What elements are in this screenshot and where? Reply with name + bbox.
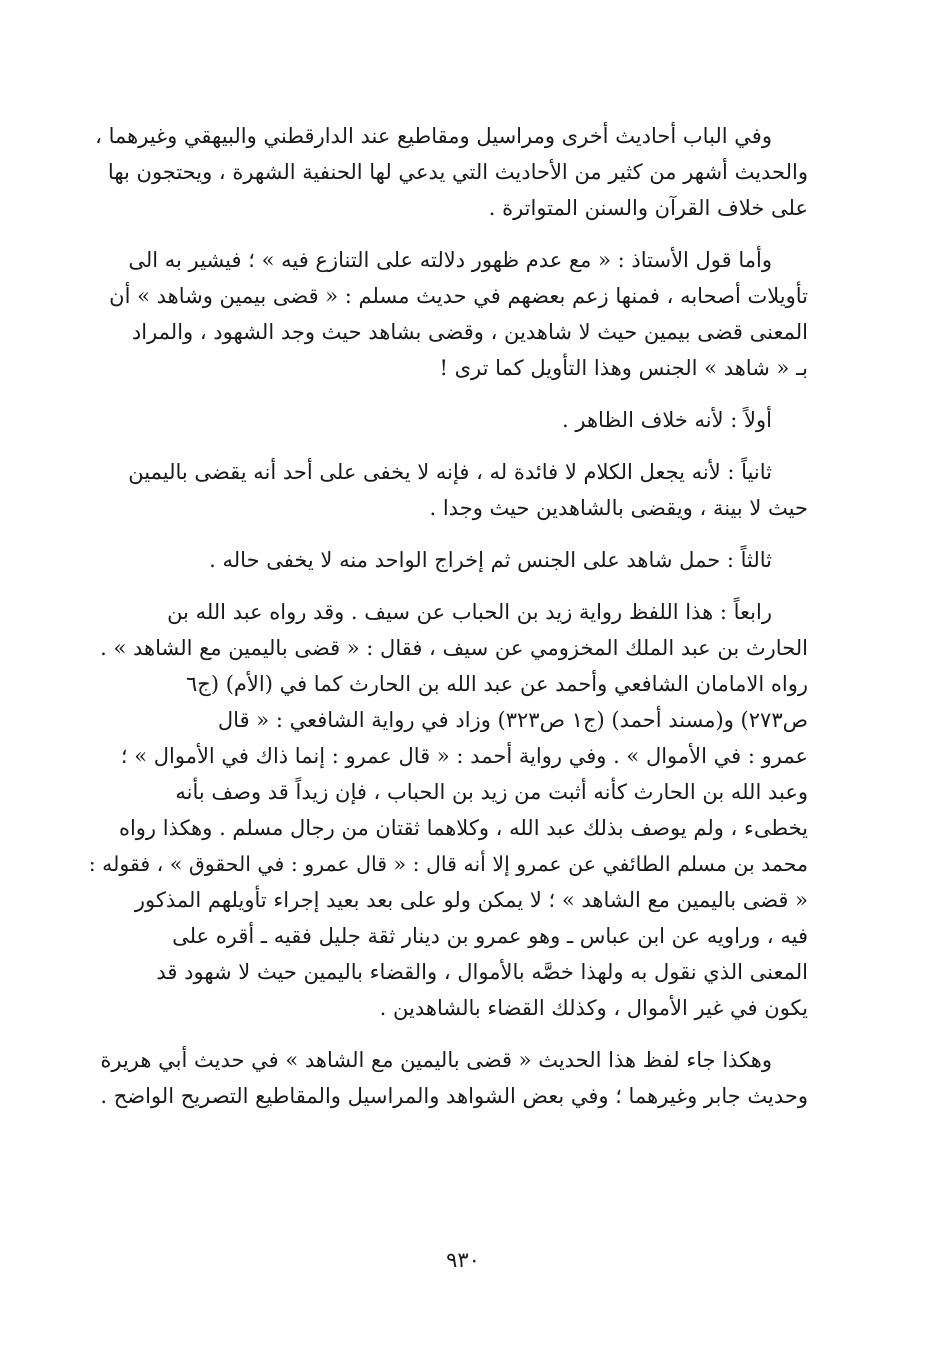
paragraph-5 — [84, 542, 808, 578]
text-line: ص٢٧٣) و(مسند أحمد) (ج١ ص٣٢٣) وزاد في رواية الشافعي : « قال — [217, 708, 808, 732]
text-line: بـ « شاهد » الجنس وهذا التأويل كما ترى ! — [439, 356, 808, 380]
paragraph-7 — [84, 1042, 808, 1114]
text-line: أولاً : لأنه خلاف الظاهر . — [562, 408, 772, 432]
text-line: يكون في غير الأموال ، وكذلك القضاء بالشاهدين . — [379, 996, 808, 1020]
paragraph-1 — [84, 118, 808, 226]
text-line: الحارث بن عبد الملك المخزومي عن سيف ، فقال : « قضى باليمين مع الشاهد » . — [100, 636, 808, 660]
paragraph-3 — [84, 402, 808, 438]
text-line: حيث لا بينة ، ويقضى بالشاهدين حيث وجدا . — [429, 496, 808, 520]
body-text — [84, 118, 808, 1114]
text-line: وحديث جابر وغيرهما ؛ وفي بعض الشواهد والمراسيل والمقاطيع التصريح الواضح . — [100, 1084, 808, 1108]
text-line: وهكذا جاء لفظ هذا الحديث « قضى باليمين مع الشاهد » في حديث أبي هريرة — [100, 1048, 772, 1072]
text-line: ثانياً : لأنه يجعل الكلام لا فائدة له ، فإنه لا يخفى على أحد أنه يقضى باليمين — [128, 460, 772, 484]
text-line: وعبد الله بن الحارث كأنه أثبت من زيد بن الحباب ، فإن زيداً قد وصف بأنه — [175, 780, 808, 804]
text-line: « قضى باليمين مع الشاهد » ؛ لا يمكن ولو على بعد بعيد إجراء تأويلهم المذكور — [134, 888, 808, 912]
paragraph-2 — [84, 242, 808, 386]
paragraph-4 — [84, 454, 808, 526]
paragraph-6 — [84, 594, 808, 1026]
text-line: المعنى قضى بيمين حيث لا شاهدين ، وقضى بشاهد حيث وجد الشهود ، والمراد — [131, 320, 808, 344]
text-line: يخطىء ، ولم يوصف بذلك عبد الله ، وكلاهما ثقتان من رجال مسلم . وهكذا رواه — [118, 816, 808, 840]
text-line: وفي الباب أحاديث أخرى ومراسيل ومقاطيع عند الدارقطني والبيهقي وغيرهما ، — [95, 124, 772, 148]
text-line: على خلاف القرآن والسنن المتواترة . — [488, 196, 808, 220]
text-line: المعنى الذي نقول به ولهذا خصَّه بالأموال ، والقضاء باليمين حيث لا شهود قد — [156, 960, 808, 984]
text-line: وأما قول الأستاذ : « مع عدم ظهور دلالته على التنازع فيه » ؛ فيشير به الى — [128, 248, 772, 272]
text-line: فيه ، وراويه عن ابن عباس ـ وهو عمرو بن دينار ثقة جليل فقيه ـ أقره على — [172, 924, 808, 948]
text-line: رواه الامامان الشافعي وأحمد عن عبد الله بن الحارث كما في (الأم) (ج٦ — [186, 672, 808, 696]
text-line: عمرو : في الأموال » . وفي رواية أحمد : « قال عمرو : إنما ذاك في الأموال » ؛ — [120, 744, 808, 768]
text-line: رابعاً : هذا اللفظ رواية زيد بن الحباب عن سيف . وقد رواه عبد الله بن — [167, 600, 772, 624]
text-line: محمد بن مسلم الطائفي عن عمرو إلا أنه قال : « قال عمرو : في الحقوق » ، فقوله : — [88, 852, 808, 876]
text-line: تأويلات أصحابه ، فمنها زعم بعضهم في حديث مسلم : « قضى بيمين وشاهد » أن — [109, 284, 808, 308]
text-line: والحديث أشهر من كثير من الأحاديث التي يدعي لها الحنفية الشهرة ، ويحتجون بها — [107, 160, 808, 184]
text-line: ثالثاً : حمل شاهد على الجنس ثم إخراج الواحد منه لا يخفى حاله . — [209, 548, 772, 572]
page-number: ٩٣٠ — [446, 1248, 480, 1272]
